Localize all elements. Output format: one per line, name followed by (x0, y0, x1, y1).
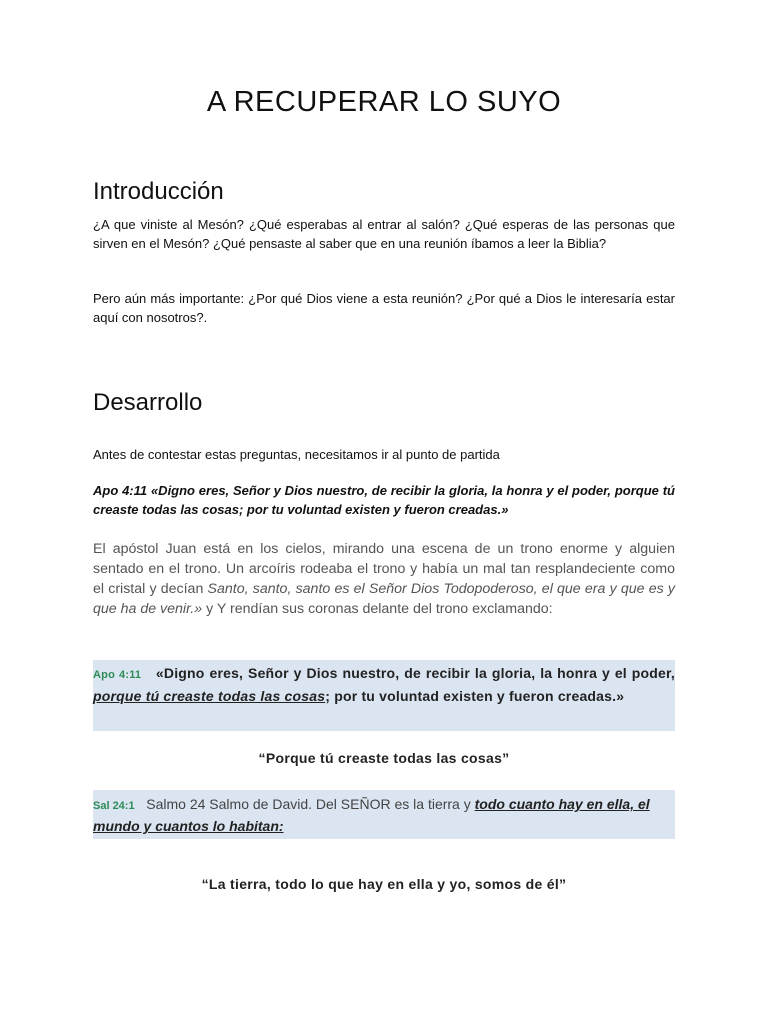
narrative-text-c: y Y rendían sus coronas delante del trono exclamando: (202, 601, 553, 617)
verse-box-sal (93, 790, 675, 839)
verse-reference: Apo 4:11 (93, 669, 142, 681)
pull-quote-1: “Porque tú creaste todas las cosas” (258, 750, 510, 766)
heading-desarrollo: Desarrollo (93, 389, 203, 416)
verse-box-sal-text (93, 794, 675, 836)
verse-box-apo-c: ; por tu voluntad existen y fueron creadas.» (325, 688, 625, 704)
verse-reference: Sal 24:1 (93, 800, 135, 812)
verse-box-apo (93, 660, 675, 731)
verse-box-apo-text (93, 663, 675, 707)
narrative-text-a: El apóstol Juan está en los cielos, mirando una escena de un trono enorme y alguien sentado en el trono. Un arcoíris rodeaba el trono y había un mal tan resplandeciente como el cristal y decían (93, 541, 675, 597)
intro-paragraph-1: ¿A que viniste al Mesón? ¿Qué esperabas al entrar al salón? ¿Qué esperas de las personas que sirven en el Mesón? ¿Qué pensaste al saber que en una reunión íbamos a leer la Biblia? (93, 217, 675, 251)
pull-quote-2: “La tierra, todo lo que hay en ella y yo, somos de él” (201, 876, 567, 892)
verse-box-sal-a: Salmo 24 Salmo de David. Del SEÑOR es la tierra y (146, 796, 475, 812)
verse-box-apo-emphasis: porque tú creaste todas las cosas (93, 688, 326, 704)
verse-apo-4-11: Apo 4:11 «Digno eres, Señor y Dios nuestro, de recibir la gloria, la honra y el poder, porque tú creaste todas las cosas; por tu voluntad existen y fueron creadas.» (93, 483, 675, 517)
verse-box-apo-a: «Digno eres, Señor y Dios nuestro, de recibir la gloria, la honra y el poder, (155, 665, 675, 681)
heading-introduccion: Introducción (93, 178, 224, 205)
narrative-quote: Santo, santo, santo es el Señor Dios Todopoderoso, el que era y que es y que ha de venir.» (93, 581, 675, 617)
desarrollo-paragraph-1: Antes de contestar estas preguntas, necesitamos ir al punto de partida (93, 447, 500, 462)
document-title: A RECUPERAR LO SUYO (206, 86, 562, 118)
intro-paragraph-2: Pero aún más importante: ¿Por qué Dios viene a esta reunión? ¿Por qué a Dios le interesaría estar aquí con nosotros?. (93, 291, 675, 325)
verse-box-sal-emphasis: todo cuanto hay en ella, el mundo y cuantos lo habitan: (93, 796, 650, 834)
narrative-paragraph (93, 539, 675, 619)
